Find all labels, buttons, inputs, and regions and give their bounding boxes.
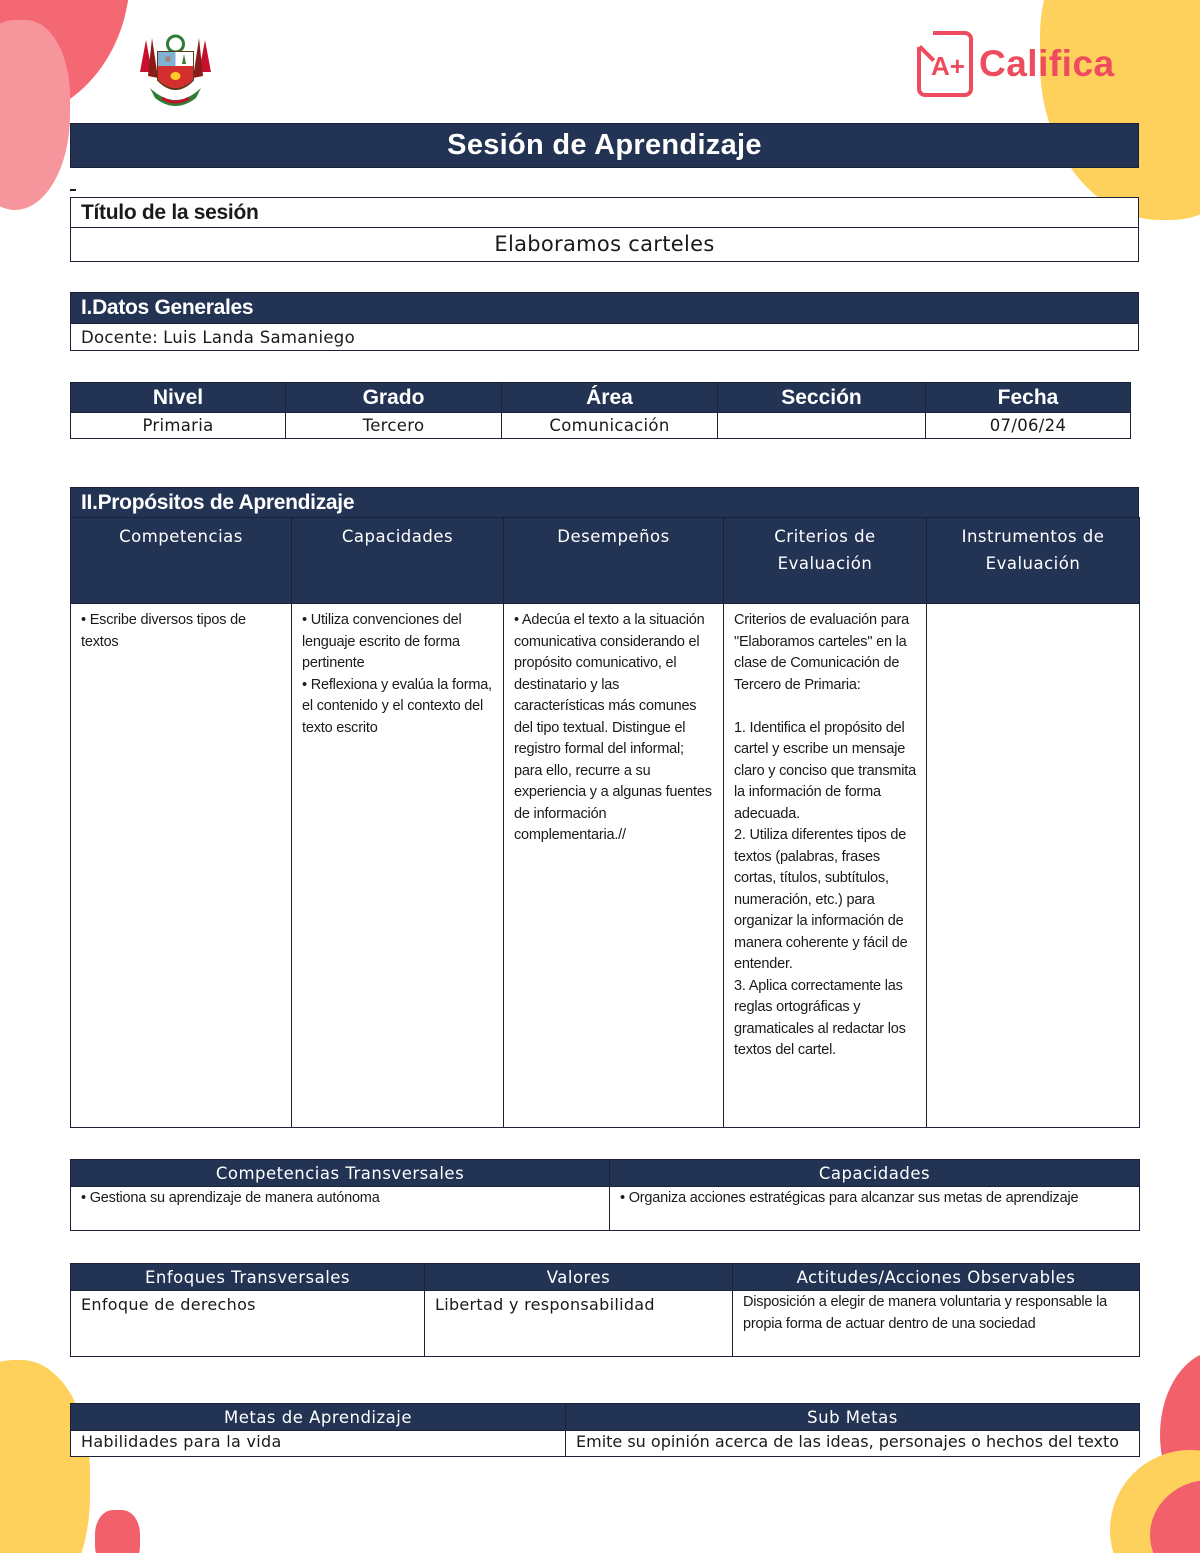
goals-header-row <box>71 1404 1140 1431</box>
competencias-cell <box>71 604 292 1128</box>
col-competencias-transversales: Competencias Transversales <box>71 1160 610 1187</box>
capacidad-item: • Reflexiona y evalúa la forma, el contenido y el contexto del texto escrito <box>302 676 492 736</box>
title-underline-mark <box>70 189 76 191</box>
approaches-section <box>70 1263 1139 1357</box>
actitud-value: Disposición a elegir de manera voluntaria y responsable la propia forma de actuar dentro de una sociedad <box>733 1291 1140 1357</box>
class-info-table <box>70 382 1131 439</box>
value-nivel: Primaria <box>71 413 286 439</box>
purposes-heading: II.Propósitos de Aprendizaje <box>70 487 1139 517</box>
class-info-header-row <box>71 383 1131 413</box>
criterios-intro: Criterios de evaluación para "Elaboramos carteles" en la clase de Comunicación de Tercero de Primaria: <box>734 612 909 693</box>
col-valores: Valores <box>425 1264 733 1291</box>
class-info-table-wrap <box>70 382 1130 439</box>
purposes-header-row <box>71 518 1140 604</box>
transversal-header-row <box>71 1160 1140 1187</box>
approaches-header-row <box>71 1264 1140 1291</box>
teacher-label: Docente: <box>81 327 159 347</box>
col-metas: Metas de Aprendizaje <box>71 1404 566 1431</box>
col-capacidades-transversales: Capacidades <box>610 1160 1140 1187</box>
desempeno-item: • Adecúa el texto a la situación comunicativa considerando el propósito comunicativo, el destinatario y las características más comunes del tipo textual. Distingue el registro formal del informal; para ello, recurre a su experiencia y a algunas fuentes de información complementaria.// <box>514 612 712 843</box>
capacidades-cell <box>292 604 504 1128</box>
competencia-transversal-value: • Gestiona su aprendizaje de manera autónoma <box>71 1187 610 1231</box>
value-fecha: 07/06/24 <box>926 413 1131 439</box>
col-instrumentos: Instrumentos de Evaluación <box>927 518 1140 604</box>
teacher-row <box>71 323 1138 350</box>
value-area: Comunicación <box>502 413 718 439</box>
col-seccion: Sección <box>718 383 926 413</box>
califica-brand-name: Califica <box>979 43 1115 84</box>
session-title-box <box>70 197 1139 262</box>
meta-value: Habilidades para la vida <box>71 1431 566 1457</box>
col-capacidades: Capacidades <box>292 518 504 604</box>
sub-meta-value: Emite su opinión acerca de las ideas, personajes o hechos del texto <box>566 1431 1140 1457</box>
goals-section <box>70 1403 1139 1457</box>
session-title-label: Título de la sesión <box>71 198 1138 228</box>
purposes-table <box>70 517 1140 1128</box>
califica-logo <box>917 28 1132 100</box>
col-fecha: Fecha <box>926 383 1131 413</box>
califica-icon-text: A+ <box>931 51 965 81</box>
transversal-table <box>70 1159 1140 1231</box>
general-data-heading: I.Datos Generales <box>71 293 1138 323</box>
col-actitudes: Actitudes/Acciones Observables <box>733 1264 1140 1291</box>
competencia-item: • Escribe diversos tipos de textos <box>81 612 246 650</box>
col-desempenos: Desempeños <box>504 518 724 604</box>
capacidad-item: • Utiliza convenciones del lenguaje escrito de forma pertinente <box>302 612 462 671</box>
peru-coat-of-arms <box>138 32 213 110</box>
class-info-value-row <box>71 413 1131 439</box>
approaches-value-row <box>71 1291 1140 1357</box>
col-nivel: Nivel <box>71 383 286 413</box>
capacidad-transversal-value: • Organiza acciones estratégicas para alcanzar sus metas de aprendizaje <box>610 1187 1140 1231</box>
criterios-cell <box>724 604 927 1128</box>
page-title: Sesión de Aprendizaje <box>447 129 762 161</box>
approaches-table <box>70 1263 1140 1357</box>
decor-blob-bottom-left-small <box>95 1510 140 1553</box>
goals-value-row <box>71 1431 1140 1457</box>
col-area: Área <box>502 383 718 413</box>
goals-table <box>70 1403 1140 1457</box>
transversal-value-row <box>71 1187 1140 1231</box>
decor-blob-top-left-light <box>0 20 70 210</box>
transversal-section <box>70 1159 1139 1231</box>
valor-value: Libertad y responsabilidad <box>425 1291 733 1357</box>
purposes-body-row <box>71 604 1140 1128</box>
col-grado: Grado <box>286 383 502 413</box>
col-criterios: Criterios de Evaluación <box>724 518 927 604</box>
califica-icon <box>917 31 973 97</box>
page-title-bar <box>70 123 1139 168</box>
col-enfoques: Enfoques Transversales <box>71 1264 425 1291</box>
enfoque-value: Enfoque de derechos <box>71 1291 425 1357</box>
col-sub-metas: Sub Metas <box>566 1404 1140 1431</box>
teacher-name: Luis Landa Samaniego <box>163 327 355 347</box>
col-competencias: Competencias <box>71 518 292 604</box>
purposes-section <box>70 487 1139 1128</box>
value-seccion <box>718 413 926 439</box>
criterio-item: 3. Aplica correctamente las reglas ortográficas y gramaticales al redactar los textos del cartel. <box>734 977 906 1058</box>
criterio-item: 1. Identifica el propósito del cartel y escribe un mensaje claro y conciso que transmita la información de forma adecuada. <box>734 719 916 822</box>
desempenos-cell <box>504 604 724 1128</box>
general-data-section <box>70 292 1139 351</box>
instrumentos-cell <box>927 604 1140 1128</box>
criterio-item: 2. Utiliza diferentes tipos de textos (palabras, frases cortas, títulos, subtítulos, numeración, etc.) para organizar la información de manera coherente y fácil de entender. <box>734 827 908 972</box>
session-title-value: Elaboramos carteles <box>494 232 715 256</box>
value-grado: Tercero <box>286 413 502 439</box>
